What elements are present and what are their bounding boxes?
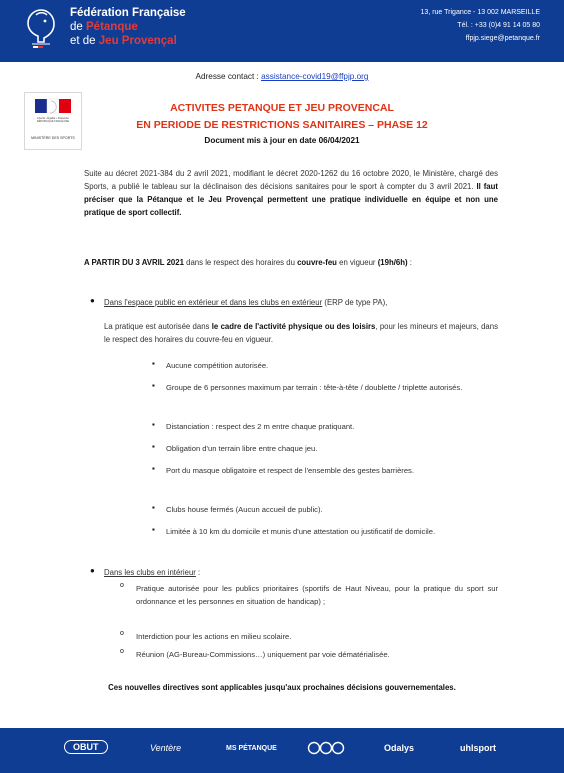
- federation-line3-name: Jeu Provençal: [98, 35, 177, 47]
- intro-paragraph: [84, 167, 498, 219]
- section1-item: Groupe de 6 personnes maximum par terrain : tête-à-tête / doublette / triplette autorisés.: [166, 383, 463, 392]
- header-address: 13, rue Trigance - 13 002 MARSEILLE: [420, 9, 540, 16]
- update-date: Document mis à jour en date 06/04/2021: [204, 136, 360, 145]
- section2-item: Pratique autorisée pour les publics prioritaires (sportifs de Haut Niveau, pour la pratique du sport sur ordonnance et les personnes en situation de handicap) ;: [136, 584, 498, 606]
- section2-item: Interdiction pour les actions en milieu scolaire.: [136, 632, 292, 641]
- section1-item: Aucune compétition autorisée.: [166, 361, 269, 370]
- section1-item: Clubs house fermés (Aucun accueil de public).: [166, 505, 323, 514]
- section1-heading-text: Dans l'espace public en extérieur et dans les clubs en extérieur: [104, 298, 323, 307]
- circles-icon: [306, 740, 346, 756]
- federation-line3-prefix: et de: [70, 35, 99, 47]
- federation-name: [70, 6, 186, 48]
- header-phone: Tél. : +33 (0)4 91 14 05 80: [457, 22, 540, 29]
- ministry-caption: MINISTÈRE DES SPORTS: [31, 136, 75, 140]
- section2-heading-suffix: :: [195, 568, 201, 577]
- section2-heading: [104, 566, 504, 579]
- section2-heading-text: Dans les clubs en intérieur: [104, 568, 196, 577]
- sponsor-odalys-logo: Odalys: [384, 743, 415, 753]
- bullet-dot-icon: ●: [90, 296, 95, 305]
- sponsor-circles-logo: [306, 740, 346, 758]
- section1-intro: [104, 320, 498, 346]
- federation-line1: Fédération Française: [70, 7, 186, 19]
- federation-logo: [18, 6, 64, 52]
- title-line2: EN PERIODE DE RESTRICTIONS SANITAIRES – PHASE 12: [136, 119, 428, 131]
- circle-bullet-icon: o: [120, 630, 124, 637]
- federation-line2-name: Pétanque: [86, 21, 138, 33]
- bullet-dot-icon: ▪: [152, 464, 155, 473]
- bullet-dot-icon: ▪: [152, 503, 155, 512]
- section2-item: Réunion (AG-Bureau-Commissions…) uniquement par voie dématérialisée.: [136, 650, 390, 659]
- intro-bold-text: Il faut préciser que la Pétanque et le Jeu Provençal permettent une pratique individuelle en équipe et non une pratique de sport collectif.: [84, 182, 499, 217]
- section1-heading-suffix: (ERP de type PA),: [322, 298, 388, 307]
- federation-line2-prefix: de: [70, 21, 86, 33]
- header-contact: [421, 6, 540, 45]
- section1-item: Limitée à 10 km du domicile et munis d'une attestation ou justificatif de domicile.: [166, 527, 436, 536]
- from-date-mid: dans le respect des horaires du: [183, 258, 298, 267]
- bullet-dot-icon: ●: [90, 566, 95, 575]
- circle-bullet-icon: o: [120, 582, 124, 589]
- from-date-end: en vigueur: [336, 258, 378, 267]
- title-line1: ACTIVITES PETANQUE ET JEU PROVENCAL: [170, 102, 394, 114]
- bullet-dot-icon: ▪: [152, 359, 155, 368]
- header-email[interactable]: ffpjp.siege@petanque.fr: [465, 35, 540, 42]
- rooster-icon: [18, 6, 64, 52]
- bullet-dot-icon: ▪: [152, 381, 155, 390]
- footer-sponsors: [0, 728, 564, 773]
- section1-heading: [104, 296, 504, 309]
- bullet-dot-icon: ▪: [152, 525, 155, 534]
- section1-item: Obligation d'un terrain libre entre chaque jeu.: [166, 444, 318, 453]
- from-date-bold: A PARTIR DU 3 AVRIL 2021: [84, 258, 184, 267]
- curfew-hours: (19h/6h): [377, 258, 408, 267]
- sponsor-obut-logo: OBUT: [64, 740, 108, 754]
- section1-item: Distanciation : respect des 2 m entre chaque pratiquant.: [166, 422, 355, 431]
- intro-text: Suite au décret 2021-384 du 2 avril 2021, modifiant le décret 2020-1262 du 16 octobre 2020, le Ministère, chargé des Sports, a publié le tableau sur la déclinaison des décisions sanitaires pour le sport à compter du 3 avril 2021.: [84, 169, 498, 191]
- section1-intro-a: La pratique est autorisée dans: [104, 322, 212, 331]
- sponsor-uhlsport-logo: uhlsport: [460, 743, 496, 753]
- contact-email-link[interactable]: assistance-covid19@ffpjp.org: [261, 72, 369, 81]
- section1-intro-b: , pour les mineurs et majeurs, dans le respect des horaires du couvre-feu en vigueur.: [104, 322, 498, 344]
- from-date-line: [84, 256, 498, 269]
- header-band: [0, 0, 564, 62]
- sponsor-ventere-logo: Ventère: [150, 743, 182, 753]
- circle-bullet-icon: o: [120, 648, 124, 655]
- from-date-colon: :: [407, 258, 412, 267]
- curfew-word: couvre-feu: [297, 258, 337, 267]
- contact-label: Adresse contact :: [195, 72, 262, 81]
- bullet-dot-icon: ▪: [152, 442, 155, 451]
- marianne-text: Liberté • Égalité • Fraternité RÉPUBLIQUE FRANÇAISE: [36, 117, 70, 124]
- bullet-dot-icon: ▪: [152, 420, 155, 429]
- sponsor-ms-logo: MS PÉTANQUE: [226, 745, 277, 752]
- contact-line: [0, 72, 564, 81]
- section1-item: Port du masque obligatoire et respect de l'ensemble des gestes barrières.: [166, 466, 414, 475]
- closing-statement: Ces nouvelles directives sont applicables jusqu'aux prochaines décisions gouvernementales.: [108, 683, 456, 692]
- section1-intro-bold: le cadre de l'activité physique ou des loisirs: [211, 322, 376, 331]
